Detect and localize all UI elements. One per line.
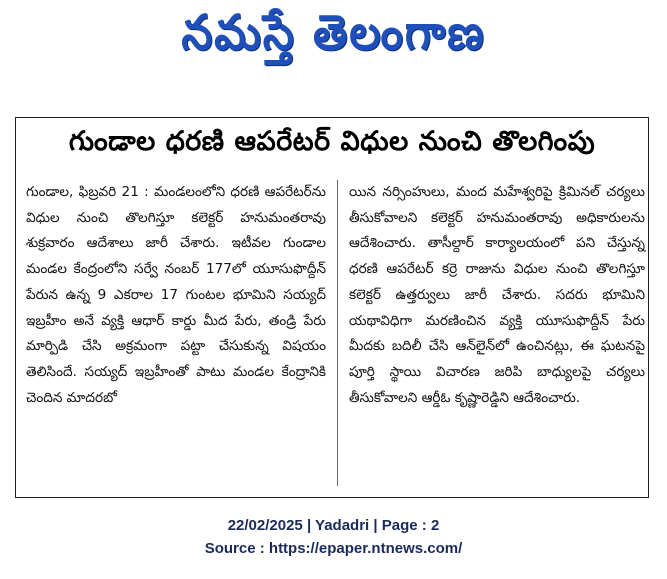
column-divider [337,180,338,486]
footer-source-link[interactable]: Source : https://epaper.ntnews.com/ [204,540,463,557]
article-column-right [349,180,645,411]
article-headline: గుండాల ధరణి ఆపరేటర్ విధుల నుంచి తొలగింపు [68,126,596,157]
article-body-left: గుండాల, ఫిబ్రవరి 21 : మండలంలోని ధరణి ఆపరేటర్‌ను విధుల నుంచి తొలగిస్తూ కలెక్టర్ హనుమంతరావు శుక్రవారం ఆదేశాలు జారీ చేశారు. ఇటీవల గుండాల మండల కేంద్రంలోని సర్వే నంబర్ 177లో యూసుఫొద్దీన్ పేరున ఉన్న 9 ఎకరాల 17 గుంటల భూమిని సయ్యద్ ఇబ్రహీం అనే వ్యక్తి ఆధార్ కార్డు మీద పేరు, తండ్రి పేరు మార్పిడి చేసి అక్రమంగా పట్టా చేసుకున్న విషయం తెలిసిందే. సయ్యద్ ఇబ్రహీంతో పాటు మండల కేంద్రానికి చెందిన మాదరబో [26,184,326,406]
footer-date-edition: 22/02/2025 | Yadadri | Page : 2 [227,517,440,534]
article-body-right: యిన నర్సింహులు, మంద మహేశ్వరిపై క్రిమినల్ చర్యలు తీసుకోవాలని కలెక్టర్ హనుమంతరావు అధికారులను ఆదేశించారు. తాసీల్దార్ కార్యాలయంలో పని చేస్తున్న ధరణి ఆపరేటర్ కర్రె రాజును విధుల నుంచి తొలగిస్తూ కలెక్టర్ ఉత్తర్వులు జారీ చేశారు. సదరు భూమిని యథావిధిగా మరణించిన వ్యక్తి యూసుఫొద్దీన్ పేరు మీదకు బదిలీ చేసి ఆన్‌లైన్‌లో ఉంచినట్లు, ఈ ఘటనపై పూర్తి స్థాయి విచారణ జరిపి బాధ్యులపై చర్యలు తీసుకోవాలని ఆర్డీఓ కృష్ణారెడ్డిని ఆదేశించారు. [349,184,645,406]
masthead [0,0,667,78]
newspaper-title: నమస్తే తెలంగాణ [181,4,486,61]
article-column-left [26,180,326,411]
